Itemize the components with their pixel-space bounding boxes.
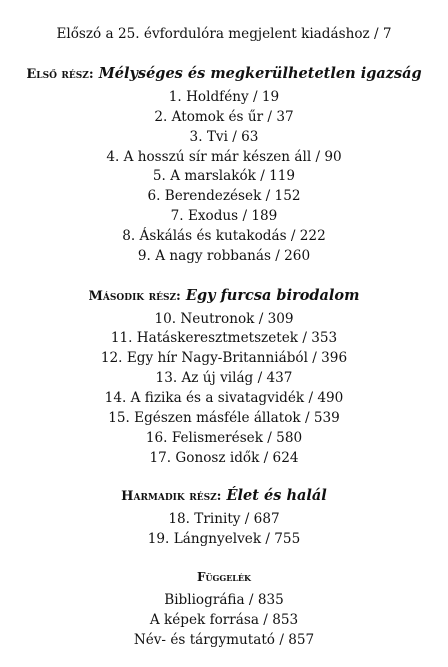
chapter-entry: 18. Trinity / 687	[168, 511, 280, 527]
chapter-entry: 10. Neutronok / 309	[154, 311, 294, 327]
part-title: Élet és halál	[226, 487, 327, 504]
chapter-entry: 7. Exodus / 189	[170, 208, 278, 224]
chapter-entry: 1. Holdfény / 19	[168, 89, 280, 105]
part-label: Harmadik rész:	[121, 489, 222, 504]
part-heading	[0, 65, 448, 84]
part-label: Második rész:	[88, 289, 181, 304]
chapter-entry: 14. A fizika és a sivatagvidék / 490	[104, 390, 344, 406]
preface-entry: Előszó a 25. évfordulóra megjelent kiadáshoz / 7	[56, 26, 392, 42]
chapter-entry: 13. Az új világ / 437	[155, 370, 293, 386]
part-label: Első rész:	[26, 67, 94, 82]
chapter-entry: 3. Tvi / 63	[189, 129, 259, 145]
part-heading	[0, 487, 448, 506]
chapter-entry: 6. Berendezések / 152	[147, 188, 301, 204]
chapter-entry: 4. A hosszú sír már készen áll / 90	[106, 149, 342, 165]
chapter-entry: 9. A nagy robbanás / 260	[137, 248, 311, 264]
part-title: Mélységes és megkerülhetetlen igazság	[98, 65, 422, 82]
part-title: Egy furcsa birodalom	[185, 287, 360, 304]
appendix-entry: A képek forrása / 853	[149, 612, 299, 628]
appendix-entry: Bibliográfia / 835	[164, 592, 284, 608]
appendix-heading: Függelék	[197, 570, 251, 584]
chapter-entry: 8. Áskálás és kutakodás / 222	[122, 228, 326, 244]
appendix-entry: Név- és tárgymutató / 857	[133, 632, 315, 648]
chapter-entry: 16. Felismerések / 580	[145, 430, 303, 446]
chapter-entry: 12. Egy hír Nagy-Britanniából / 396	[100, 350, 348, 366]
part-heading	[0, 287, 448, 306]
chapter-entry: 5. A marslakók / 119	[152, 168, 296, 184]
chapter-entry: 19. Lángnyelvek / 755	[147, 531, 301, 547]
chapter-entry: 2. Atomok és űr / 37	[154, 109, 294, 125]
chapter-entry: 15. Egészen másféle állatok / 539	[108, 410, 340, 426]
chapter-entry: 11. Hatáskeresztmetszetek / 353	[110, 330, 338, 346]
chapter-entry: 17. Gonosz idők / 624	[149, 450, 299, 466]
